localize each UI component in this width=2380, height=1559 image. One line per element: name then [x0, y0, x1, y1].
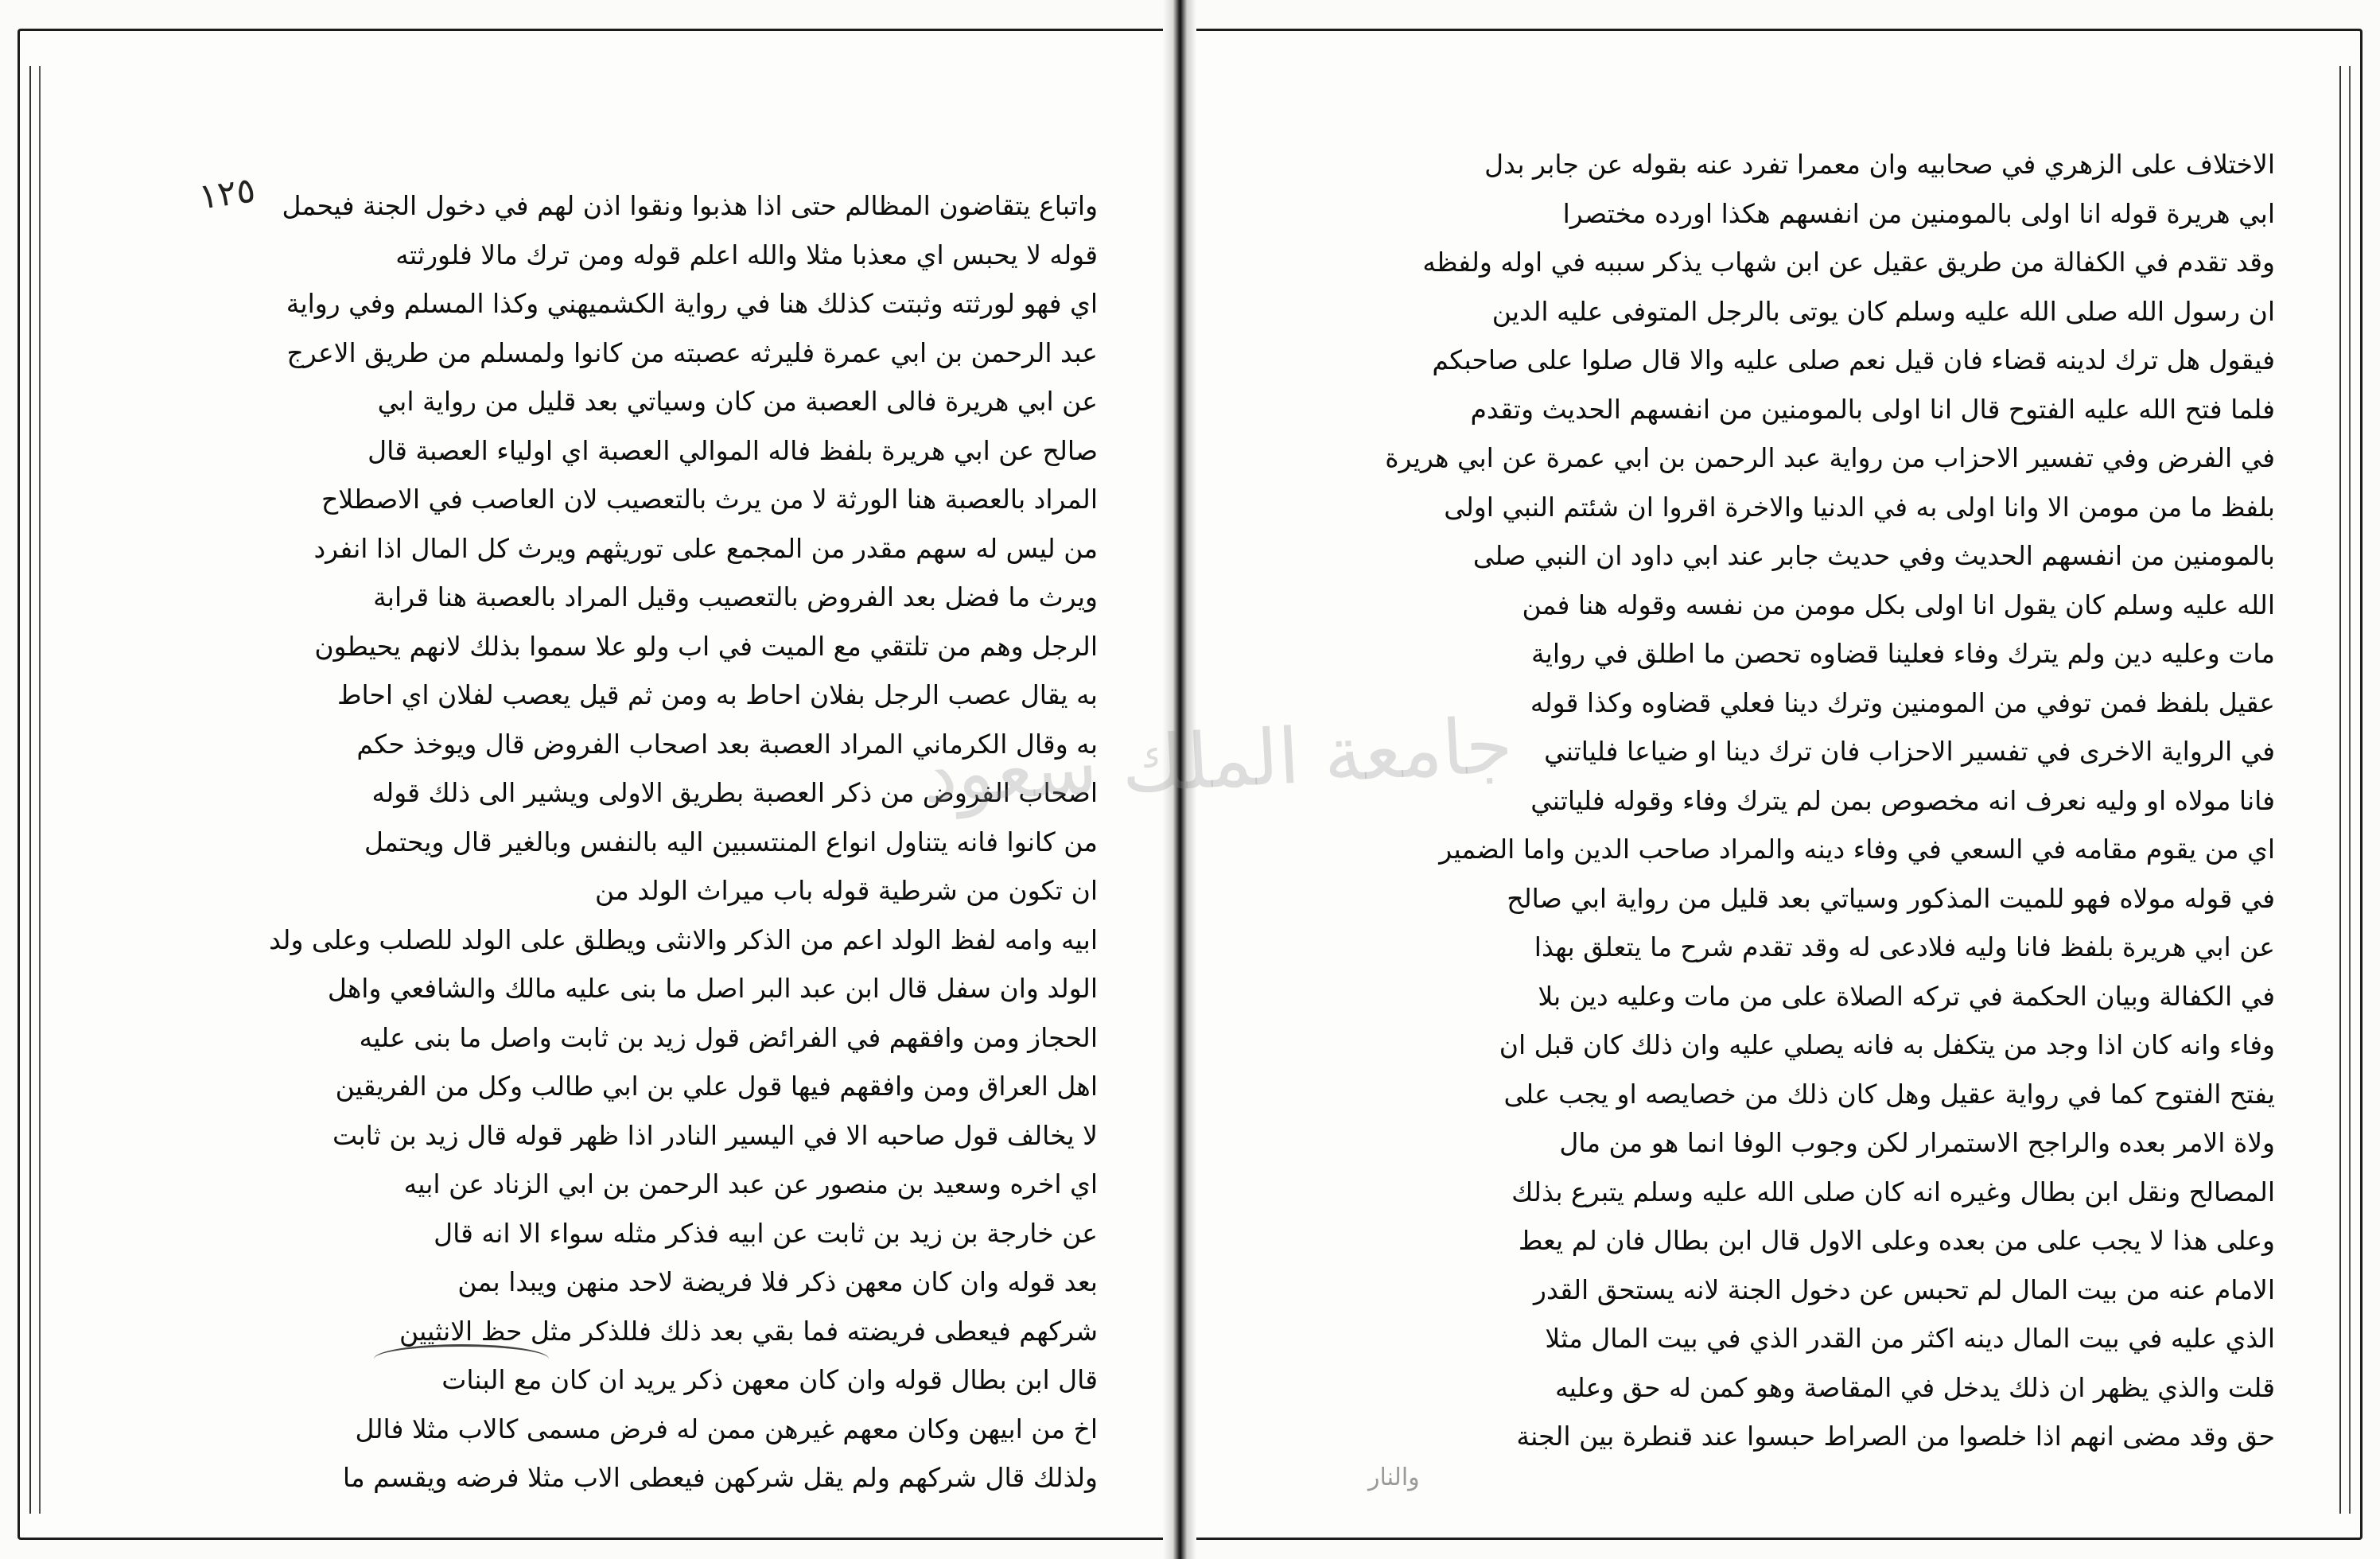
left-page-text: [95, 181, 1098, 1503]
text-line: فيقول هل ترك لدينه قضاء فان قيل نعم صلى عليه والا قال صلوا على صاحبكم: [1432, 344, 2275, 375]
margin-flourish: [374, 1344, 549, 1374]
text-line: من ليس له سهم مقدر من المجمع على توريثهم ويرث كل المال اذا انفرد: [313, 532, 1098, 564]
text-line: ولذلك قال شركهم ولم يقل شركهن فيعطى الاب مثلا فرضه ويقسم ما: [342, 1462, 1098, 1493]
text-line: من كانوا فانه يتناول انواع المنتسبين اليه بالنفس وبالغير قال ويحتمل: [364, 826, 1098, 857]
text-line: ويرث ما فضل بعد الفروض بالتعصيب وقيل المراد بالعصبة هنا قرابة: [373, 581, 1098, 612]
text-line: اي فهو لورثته وثبتت كذلك هنا في رواية الكشميهني وكذا المسلم وفي رواية: [286, 288, 1098, 319]
text-line: ان تكون من شرطية قوله باب ميراث الولد من: [595, 875, 1098, 906]
left-page-edge: [29, 66, 41, 1514]
text-line: عبد الرحمن بن ابي عمرة فليرثه عصبته من كانوا ولمسلم من طريق الاعرج: [286, 336, 1098, 368]
text-line: بعد قوله وان كان معهن ذكر فلا فريضة لاحد منهن ويبدا بمن: [457, 1266, 1098, 1297]
text-line: اهل العراق ومن وافقهم فيها قول علي بن ابي طالب وكل من الفريقين: [335, 1071, 1098, 1102]
text-line: الله عليه وسلم كان يقول انا اولى بكل مومن من نفسه وقوله هنا فمن: [1522, 589, 2275, 620]
text-line: حق وقد مضى انهم اذا خلصوا من الصراط حبسوا عند قنطرة بين الجنة: [1516, 1421, 2275, 1452]
text-line: فلما فتح الله عليه الفتوح قال انا اولى بالمومنين من انفسهم الحديث وتقدم: [1470, 393, 2275, 425]
text-line: شركهم فيعطى فريضته فما بقي بعد ذلك فللذكر مثل حظ الانثيين: [399, 1315, 1098, 1347]
text-line: عن خارجة بن زيد بن ثابت عن ابيه فذكر مثله سواء الا انه قال: [434, 1217, 1098, 1249]
text-line: بالمومنين من انفسهم الحديث وفي حديث جابر عند ابي داود ان النبي صلى: [1472, 540, 2275, 571]
text-line: فانا مولاه او وليه نعرف انه مخصوص بمن لم يترك وفاء وقوله فلياتني: [1530, 784, 2275, 816]
text-line: وعلى هذا لا يجب على من بعده وعلى الاول قال ابن بطال فان لم يعط: [1518, 1225, 2275, 1256]
text-line: قال ابن بطال قوله وان كان معهن ذكر يريد ان كان مع البنات: [441, 1364, 1098, 1395]
text-line: واتباع يتقاضون المظالم حتى اذا هذبوا ونقوا اذن لهم في دخول الجنة فيحمل: [282, 190, 1098, 221]
right-page-edge: [2339, 66, 2351, 1514]
text-line: في قوله مولاه فهو للميت المذكور وسياتي بعد قليل من رواية ابي صالح: [1507, 882, 2275, 914]
text-line: به وقال الكرماني المراد العصبة بعد اصحاب الفروض قال ويوخذ حكم: [356, 728, 1098, 760]
text-line: وفاء وانه كان اذا وجد من يتكفل به فانه يصلي عليه وان ذلك كان قبل ان: [1499, 1029, 2275, 1060]
text-line: عن ابي هريرة بلفظ فانا وليه فلادعى له وقد تقدم شرح ما يتعلق بهذا: [1534, 931, 2275, 962]
text-line: وقد تقدم في الكفالة من طريق عقيل عن ابن شهاب يذكر سببه في اوله ولفظه: [1422, 247, 2275, 278]
text-line: صالح عن ابي هريرة بلفظ فاله الموالي العصبة اي اولياء العصبة قال: [368, 434, 1098, 466]
text-line: اي اخره وسعيد بن منصور عن عبد الرحمن بن ابي الزناد عن ابيه: [403, 1168, 1098, 1199]
text-line: اصحاب الفروض من ذكر العصبة بطريق الاولى ويشير الى ذلك قوله: [371, 777, 1098, 808]
text-line: الذي عليه في بيت المال دينه اكثر من القدر الذي في بيت المال مثلا: [1545, 1323, 2275, 1354]
text-line: المصالح ونقل ابن بطال وغيره انه كان صلى الله عليه وسلم يتبرع بذلك: [1511, 1176, 2275, 1207]
text-line: الامام عنه من بيت المال لم تحبس عن دخول الجنة لانه يستحق القدر: [1534, 1273, 2275, 1305]
library-watermark: جامعة الملك سعود: [920, 700, 1515, 821]
catchword: والنار: [1368, 1464, 1420, 1491]
text-line: بلفظ ما من مومن الا وانا اولى به في الدنيا والاخرة اقروا ان شئتم النبي اولى: [1444, 491, 2275, 523]
text-line: الولد وان سفل قال ابن عبد البر اصل ما بنى عليه مالك والشافعي واهل: [327, 973, 1098, 1004]
text-line: ولاة الامر بعده والراجح الاستمرار لكن وجوب الوفا انما هو من مال: [1559, 1127, 2275, 1158]
text-line: قوله لا يحبس اي معذبا مثلا والله اعلم قوله ومن ترك مالا فلورثته: [395, 239, 1098, 270]
text-line: الحجاز ومن وافقهم في الفرائض قول زيد بن ثابت واصل ما بنى عليه: [359, 1021, 1098, 1053]
text-line: يفتح الفتوح كما في رواية عقيل وهل كان ذلك من خصايصه او يجب على: [1503, 1078, 2275, 1110]
text-line: قلت والذي يظهر ان ذلك يدخل في المقاصة وهو كمن له حق وعليه: [1554, 1371, 2275, 1403]
text-line: الاختلاف على الزهري في صحابيه وان معمرا تفرد عنه بقوله عن جابر بدل: [1484, 149, 2275, 180]
text-line: ابيه وامه لفظ الولد اعم من الذكر والانثى ويطلق على الولد للصلب وعلى ولد: [269, 923, 1098, 955]
text-line: عن ابي هريرة فالى العصبة من كان وسياتي بعد قليل من رواية ابي: [377, 386, 1098, 417]
text-line: ابي هريرة قوله انا اولى بالمومنين من انفسهم هكذا اورده مختصرا: [1562, 197, 2275, 229]
text-line: اي من يقوم مقامه في السعي في وفاء دينه والمراد صاحب الدين واما الضمير: [1439, 834, 2275, 865]
text-line: به يقال عصب الرجل بفلان احاط به ومن ثم قيل يعصب لفلان اي احاط: [336, 679, 1098, 710]
text-line: ان رسول الله صلى الله عليه وسلم كان يوتى بالرجل المتوفى عليه الدين: [1491, 295, 2275, 327]
text-line: المراد بالعصبة هنا الورثة لا من يرث بالتعصيب لان العاصب في الاصطلاح: [321, 484, 1098, 515]
right-page-text: [1273, 140, 2275, 1461]
text-line: في الرواية الاخرى في تفسير الاحزاب فان ترك دينا او ضياعا فلياتني: [1544, 736, 2275, 767]
text-line: في الكفالة وبيان الحكمة في تركه الصلاة على من مات وعليه دين بلا: [1538, 980, 2275, 1012]
text-line: اخ من ابيهن وكان معهم غيرهن ممن له فرض مسمى كالاب مثلا فالل: [355, 1413, 1098, 1444]
text-line: في الفرض وفي تفسير الاحزاب من رواية عبد الرحمن بن ابي عمرة عن ابي هريرة: [1385, 442, 2275, 473]
text-line: عقيل بلفظ فمن توفي من المومنين وترك دينا فعلي قضاوه وكذا قوله: [1530, 686, 2275, 718]
text-line: مات وعليه دين ولم يترك وفاء فعلينا قضاوه تحصن ما اطلق في رواية: [1531, 638, 2275, 669]
page-number: ١٢٥: [196, 169, 259, 218]
text-line: لا يخالف قول صاحبه الا في اليسير النادر اذا ظهر قوله قال زيد بن ثابت: [332, 1119, 1098, 1151]
text-line: الرجل وهم من تلتقي مع الميت في اب ولو علا سموا بذلك لانهم يحيطون: [314, 630, 1098, 662]
